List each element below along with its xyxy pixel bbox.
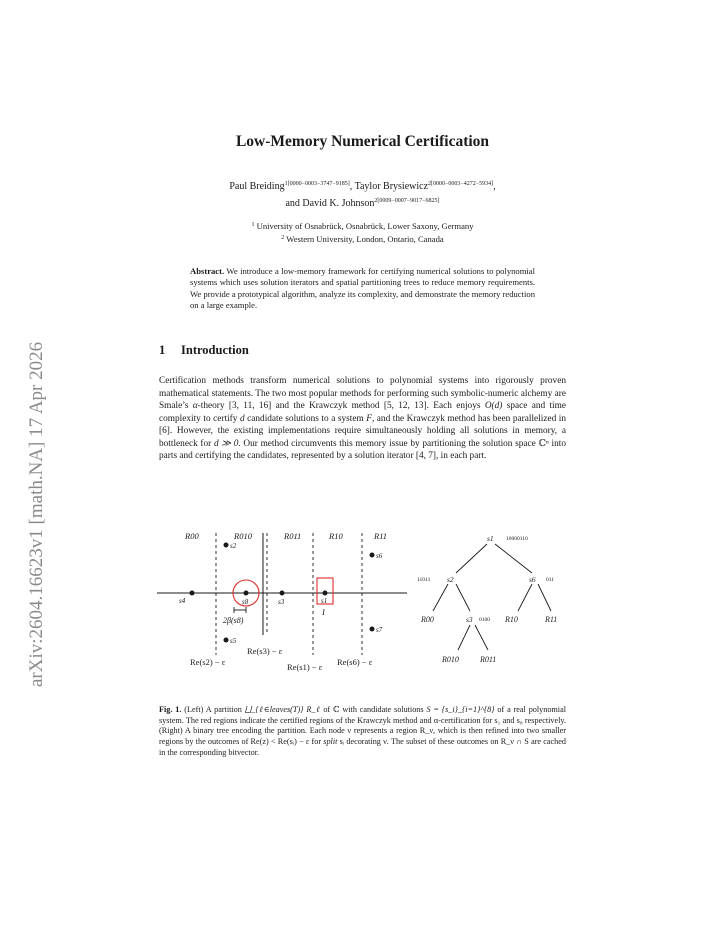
point-label: s6 bbox=[376, 552, 383, 560]
author-name: Taylor Brysiewicz bbox=[354, 181, 429, 192]
author-name: David K. Johnson bbox=[302, 198, 375, 209]
solution-point bbox=[190, 591, 195, 596]
binary-tree bbox=[417, 534, 557, 664]
solution-point bbox=[224, 543, 229, 548]
solution-point bbox=[244, 591, 249, 596]
interval-label: I bbox=[322, 607, 325, 617]
orcid: 2[0009−0007−9017−6825] bbox=[374, 198, 440, 204]
tree-leaf: R010 bbox=[442, 655, 459, 664]
point-label: s8 bbox=[242, 598, 249, 606]
solution-point bbox=[370, 627, 375, 632]
arxiv-stamp bbox=[14, 152, 54, 692]
tree-edge bbox=[538, 584, 551, 611]
threshold-label: Re(s1) − ε bbox=[287, 662, 323, 672]
author-name: Paul Breiding bbox=[229, 181, 285, 192]
tree-edge bbox=[475, 625, 488, 650]
abstract bbox=[190, 266, 535, 312]
orcid: 2[0000−0003−4272−5934] bbox=[428, 181, 494, 187]
solution-point bbox=[323, 591, 328, 596]
intro-paragraph: Certification methods transform numerical solutions to polynomial systems into rigorously proven mathematical statements. The two most popular methods for performing such symbolic-numeric alchemy are Smale’s α-theory [3, 11, 16] and the Krawczyk method [5, 12, 13]. Each enjoys O(d) space and time complexity to certify d candidate solutions to a system F, and the Krawczyk method has been parallelized in [6]. However, the existing implementations require simultaneously holding all solutions in memory, a bottleneck for d ≫ 0. Our method circumvents this memory issue by partitioning the solution space ℂⁿ into parts and certifying the candidates, represented by a solution iterator [4, 7], in each part. bbox=[159, 376, 566, 462]
author-list: Paul Breiding$^{1[0000-0003-3747-9185]}$, Taylor Brysiewicz$^{2[0000-0003-4272-5934]}$, and David K. Johnson$^{2[0009-0007-9017-6825]}$ bbox=[229, 181, 496, 209]
abstract-label: Abstract. bbox=[190, 266, 225, 276]
tree-node: s3 bbox=[466, 615, 473, 624]
arxiv-identifier: arXiv:2604.16623v1 [math.NA] 17 Apr 2026 bbox=[26, 341, 47, 687]
point-label: s2 bbox=[230, 542, 237, 550]
threshold-label: Re(s3) − ε bbox=[247, 646, 283, 656]
tree-node: s2 bbox=[447, 575, 454, 584]
point-label: s7 bbox=[376, 626, 383, 634]
bitvector: 0100 bbox=[479, 617, 490, 623]
affiliations bbox=[150, 219, 575, 245]
figure-caption: Fig. 1. (Left) A partition ⨆_{ℓ∈leaves(T)} R_ℓ of ℂ with candidate solutions S = {s_i}_{i=1}^{8} of a real polynomial system. The red regions indicate the certified regions of the Krawczyk method and α-certification for s₁ and s₈ respectively. (Right) A binary tree encoding the partition. Each node ν represents a region R_ν, which is then refined into two smaller regions by the outcomes of Re(z) < Re(sᵢ) − ε for split sᵢ decorating ν. The subset of these outcomes on R_ν ∩ S are cached in the corresponding bitvector. bbox=[159, 705, 566, 757]
section-title: Introduction bbox=[181, 343, 249, 357]
tree-edge bbox=[495, 544, 532, 573]
figure-1 bbox=[155, 525, 575, 675]
bitvector: 10000110 bbox=[506, 536, 528, 542]
tree-leaf: R00 bbox=[421, 615, 434, 624]
tree-edge bbox=[456, 544, 487, 573]
orcid: 1[0000−0003−3747−9185] bbox=[284, 181, 350, 187]
bitvector: 11011 bbox=[417, 577, 431, 583]
region-label: R11 bbox=[374, 531, 388, 541]
tree-leaf: R10 bbox=[505, 615, 518, 624]
figure-label: Fig. 1. bbox=[159, 705, 182, 714]
section-number: 1 bbox=[159, 343, 166, 357]
tree-node: s1 bbox=[487, 534, 494, 543]
affiliation: $^1$ University of Osnabrück, Osnabrück, Lower Saxony, Germany bbox=[251, 221, 474, 231]
tree-edge bbox=[433, 584, 448, 611]
partition-diagram bbox=[157, 531, 407, 672]
region-label: R10 bbox=[329, 531, 343, 541]
tree-edge bbox=[518, 584, 532, 611]
beta-label: 2β(s8) bbox=[223, 616, 244, 625]
threshold-label: Re(s2) − ε bbox=[190, 657, 226, 667]
region-label: R00 bbox=[185, 531, 199, 541]
affiliation: $^2$ Western University, London, Ontario, Canada bbox=[281, 234, 444, 244]
tree-node: s6 bbox=[529, 575, 536, 584]
abstract-text: We introduce a low-memory framework for certifying numerical solutions to polynomial systems which uses solution iterators and spatial partitioning trees to reduce memory requirements. We provide a prototypical algorithm, analyze its complexity, and demonstrate the memory reduction on a large example. bbox=[190, 266, 535, 311]
point-label: s1 bbox=[321, 597, 328, 605]
solution-point bbox=[224, 638, 229, 643]
tree-leaf: R011 bbox=[480, 655, 497, 664]
point-label: s5 bbox=[230, 637, 237, 645]
tree-leaf: R11 bbox=[545, 615, 558, 624]
tree-edge bbox=[456, 584, 470, 611]
bitvector: 011 bbox=[546, 577, 555, 583]
region-label: R010 bbox=[234, 531, 252, 541]
paper-title: Low-Memory Numerical Certification bbox=[235, 133, 490, 150]
solution-point bbox=[280, 591, 285, 596]
region-label: R011 bbox=[284, 531, 302, 541]
section-heading bbox=[159, 343, 249, 358]
solution-point bbox=[370, 553, 375, 558]
point-label: s4 bbox=[179, 597, 186, 605]
tree-edge bbox=[458, 625, 470, 650]
point-label: s3 bbox=[278, 598, 285, 606]
threshold-label: Re(s6) − ε bbox=[337, 657, 373, 667]
